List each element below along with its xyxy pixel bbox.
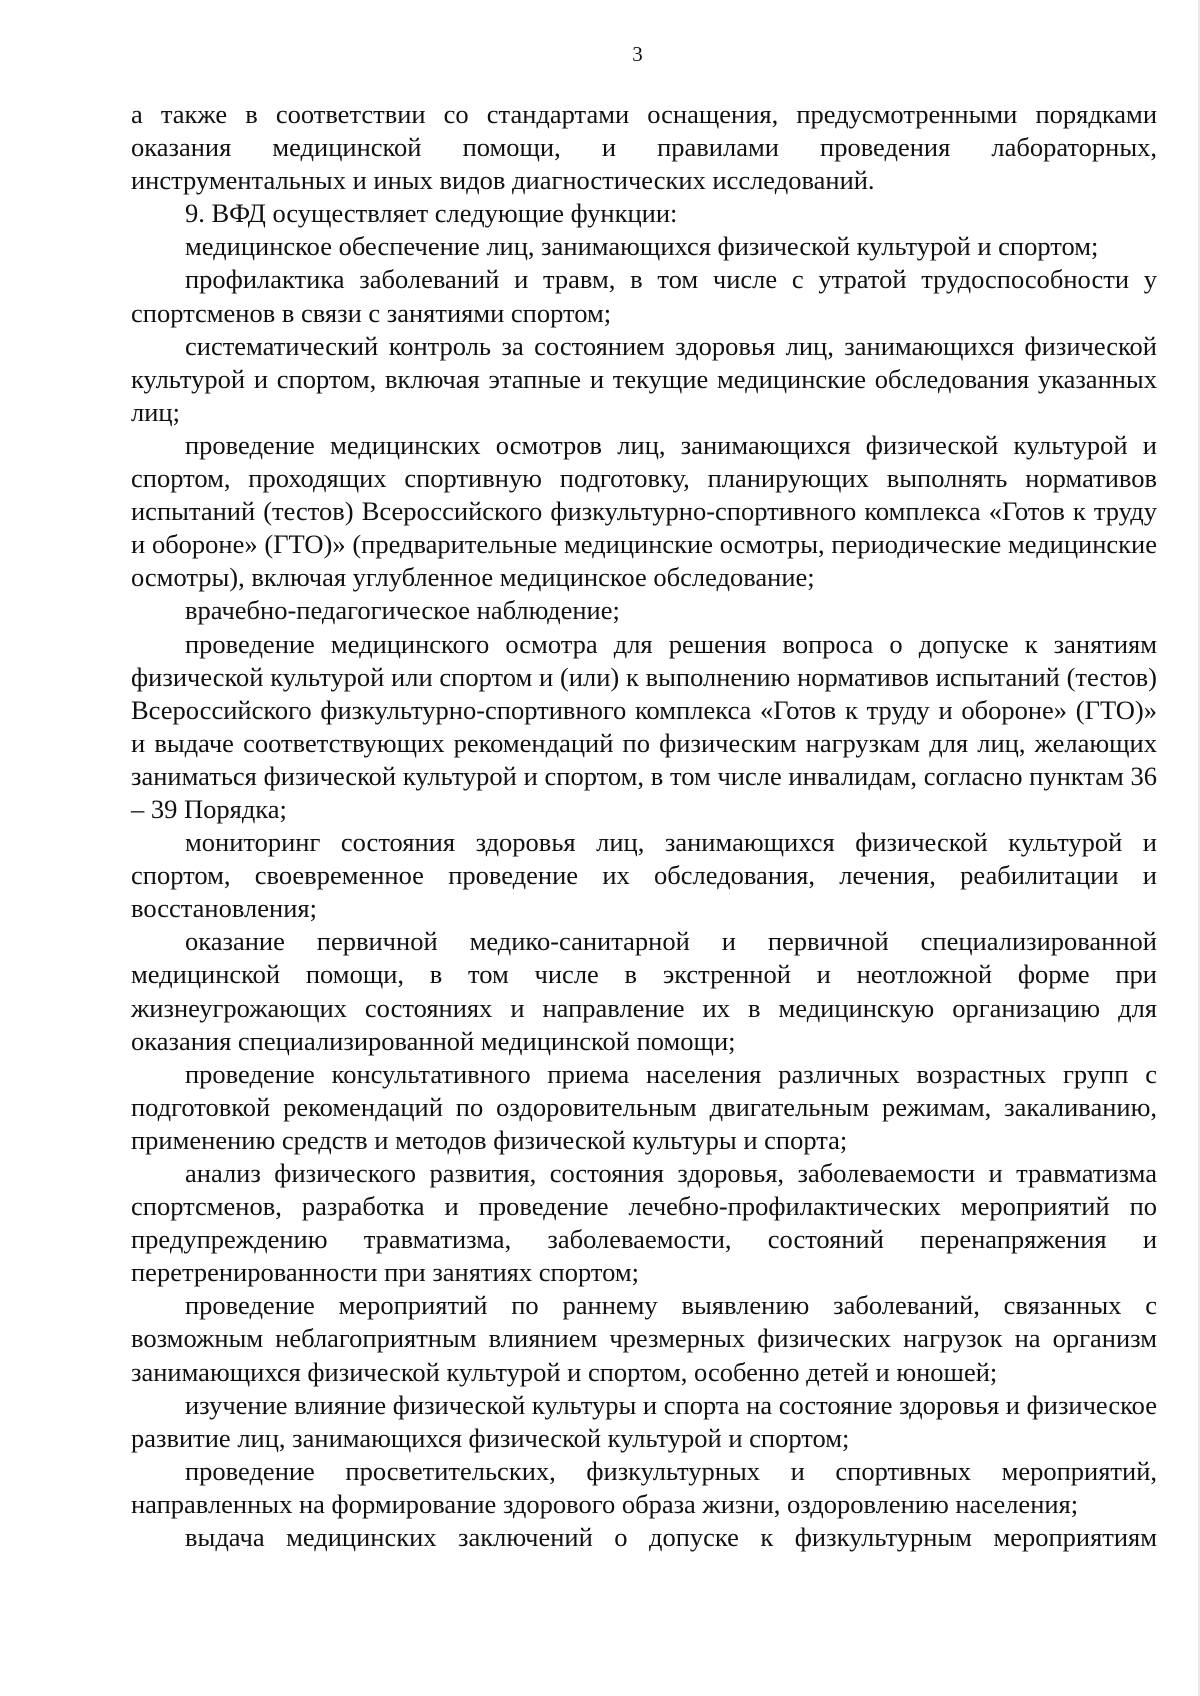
paragraph: мониторинг состояния здоровья лиц, занимающихся физической культурой и спортом, своевременное проведение их обследования, лечения, реабилитации и восстановления;	[131, 827, 1157, 924]
paragraph: проведение медицинского осмотра для решения вопроса о допуске к занятиям физической культурой или спортом и (или) к выполнению нормативов испытаний (тестов) Всероссийского физкультурно-спортивного комплекса «Готов к труду и обороне» (ГТО)» и выдаче соответствующих рекомендаций по физическим нагрузкам для лиц, желающих заниматься физической культурой и спортом, в том числе инвалидам, согласно пунктам 36 – 39 Порядка;	[131, 628, 1157, 824]
paragraph: 9. ВФД осуществляет следующие функции:	[185, 198, 678, 229]
paragraph: проведение просветительских, физкультурных и спортивных мероприятий, направленных на формирование здорового образа жизни, оздоровлению населения;	[131, 1455, 1157, 1519]
paragraph: медицинское обеспечение лиц, занимающихся физической культурой и спортом;	[185, 231, 1099, 262]
page-number: 3	[632, 42, 643, 66]
paragraph: а также в соответствии со стандартами оснащения, предусмотренными порядками оказания медицинской помощи, и правилами проведения лабораторных, инструментальных и иных видов диагностических исследований.	[131, 99, 1157, 196]
paragraph: проведение консультативного приема населения различных возрастных групп с подготовкой рекомендаций по оздоровительным двигательным режимам, закаливанию, применению средств и методов физической культуры и спорта;	[131, 1058, 1157, 1155]
paragraph: выдача медицинских заключений о допуске к физкультурным мероприятиям	[185, 1522, 1157, 1553]
paragraph: оказание первичной медико-санитарной и первичной специализированной медицинской помощи, в том числе в экстренной и неотложной форме при жизнеугрожающих состояниях и направление их в медицинскую организацию для оказания специализированной медицинской помощи;	[131, 926, 1157, 1056]
paragraph: проведение медицинских осмотров лиц, занимающихся физической культурой и спортом, проходящих спортивную подготовку, планирующих выполнять нормативов испытаний (тестов) Всероссийского физкультурно-спортивного комплекса «Готов к труду и обороне» (ГТО)» (предварительные медицинские осмотры, периодические медицинские осмотры), включая углубленное медицинское обследование;	[131, 429, 1157, 593]
paragraph: профилактика заболеваний и травм, в том числе с утратой трудоспособности у спортсменов в связи с занятиями спортом;	[131, 264, 1157, 328]
paragraph: систематический контроль за состоянием здоровья лиц, занимающихся физической культурой и спортом, включая этапные и текущие медицинские обследования указанных лиц;	[131, 330, 1157, 427]
paragraph: изучение влияние физической культуры и спорта на состояние здоровья и физическое развитие лиц, занимающихся физической культурой и спортом;	[131, 1389, 1157, 1453]
document-body	[131, 98, 1157, 1554]
paragraph: врачебно-педагогическое наблюдение;	[185, 595, 620, 626]
paragraph: проведение мероприятий по раннему выявлению заболеваний, связанных с возможным неблагоприятным влиянием чрезмерных физических нагрузок на организм занимающихся физической культурой и спортом, особенно детей и юношей;	[131, 1290, 1157, 1387]
paragraph: анализ физического развития, состояния здоровья, заболеваемости и травматизма спортсменов, разработка и проведение лечебно-профилактических мероприятий по предупреждению травматизма, заболеваемости, состояний перенапряжения и перетренированности при занятиях спортом;	[131, 1158, 1157, 1288]
